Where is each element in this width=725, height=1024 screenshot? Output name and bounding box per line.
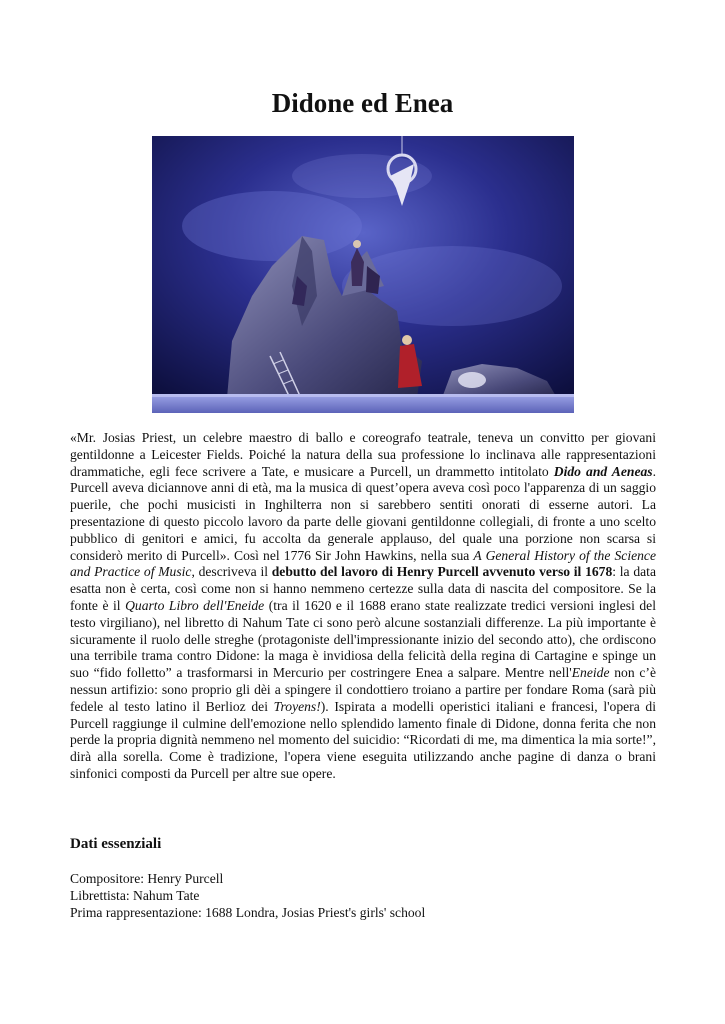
section-heading: Dati essenziali [70,836,162,852]
book-title: A General History of the Science and Practice of Music [70,547,656,580]
eneide-title: Eneide [571,665,610,681]
paragraph-text: ). Ispirata a modelli operistici italiani e francesi, l'opera di Purcell raggiunge il culmine dell'emozione nello splendido lamento finale di Didone, donna ferita che non perde la propria dignità nemmeno nel momento del suicidio: “Ricordati di me, ma dimentica la mia sorte!”, dirà alla sorella. Come è tradizione, l'opera viene eseguita utilizzando anche pagine di danza o brani sinfonici composti da Purcell per altre sue opere. [70,698,657,781]
paragraph-text: : la data esatta non è certa, così come non si hanno nemmeno certezze sulla data di nascita del compositore. Se la fonte è il [70,564,656,613]
opera-stage-photo [152,136,574,413]
opera-title-emphasis: Dido and Aeneas [553,463,653,479]
paragraph-text: non c’è nessun artifizio: sono proprio gli dèi a spingere il condottiero troiano a partire per fondare Roma (sarà più fedele al testo latino il Berlioz dei [70,665,656,714]
fact-librettist: Librettista: Nahum Tate [70,888,200,903]
body-paragraph [70,430,656,783]
paragraph-text: «Mr. Josias Priest, un celebre maestro di ballo e coreografo teatrale, teneva un convitto per giovani gentildonne a Leicester Fields. Poiché la natura della sua professione lo inclinava alle rappresentazioni drammatiche, egli fece scrivere a Tate, e musicare a Purcell, un drammetto intitolato [70,430,656,479]
paragraph-text: , descriveva il [191,564,272,580]
page-title: Didone ed Enea [271,88,454,118]
paragraph-text: (tra il 1620 e il 1688 erano state realizzate tredici versioni inglesi del testo virgiliano), nel libretto di Nahum Tate ci sono però alcune sostanziali differenze. La più importante è sicuramente il ruolo delle streghe (protagoniste dell'impressionante inizio del secondo atto), che ordiscono una terribile trama contro Didone: la maga è invidiosa della felicità della regina di Cartagine e spinge un suo “fido folletto” a trasformarsi in Mercurio per costringere Enea a salpare. Mentre nell' [70,597,656,681]
troyens-title: Troyens! [273,698,321,714]
paragraph-text: . Purcell aveva diciannove anni di età, ma la musica di quest’opera aveva così poco l'apparenza di un saggio puerile, che pochi musicisti in Inghilterra non si sarebbero sentiti onorati di esserne autori. La presentazione di questo piccolo lavoro da parte delle giovani gentildonne collegiali, di fronte a uno scelto pubblico di genitori e amici, fu accolta da generale applauso, del quale una porzione non scarsa si considerò merito di Purcell». Così nel 1776 Sir John Hawkins, nella sua [70,463,656,563]
fact-premiere: Prima rappresentazione: 1688 Londra, Josias Priest's girls' school [70,905,426,920]
essential-facts-list [70,870,425,921]
debut-emphasis: debutto del lavoro di Henry Purcell avvenuto verso il 1678 [271,564,613,580]
fact-composer: Compositore: Henry Purcell [70,871,224,886]
source-book-title: Quarto Libro dell'Eneide [125,597,265,613]
